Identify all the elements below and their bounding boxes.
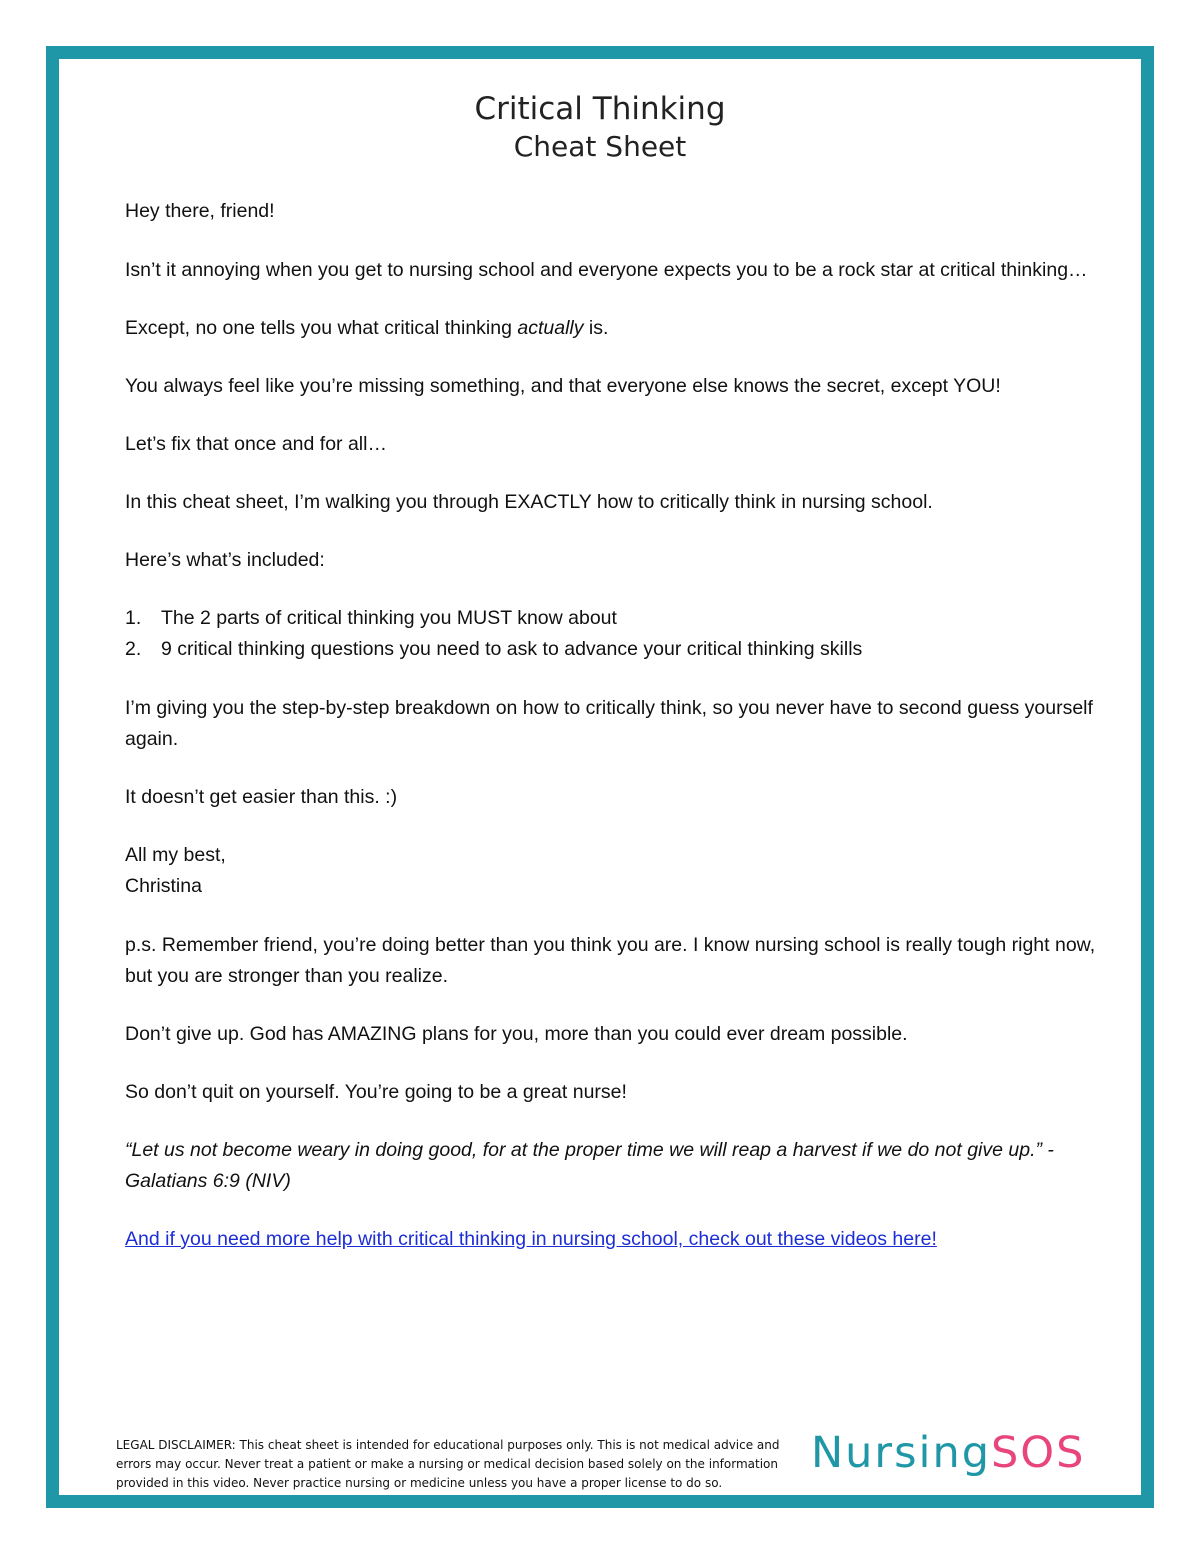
paragraph-7: I’m giving you the step-by-step breakdown on how to critically think, so you never have to second guess yourself again. [125, 697, 1093, 750]
paragraph-3: You always feel like you’re missing something, and that everyone else knows the secret, except YOU! [125, 375, 1001, 397]
paragraph-8: It doesn’t get easier than this. :) [125, 786, 398, 808]
list-text: 9 critical thinking questions you need to ask to advance your critical thinking skills [161, 638, 863, 660]
videos-link[interactable]: And if you need more help with critical thinking in nursing school, check out these videos here! [125, 1228, 937, 1250]
ps-paragraph-3: So don’t quit on yourself. You’re going to be a great nurse! [125, 1081, 627, 1103]
list-text: The 2 parts of critical thinking you MUST know about [161, 607, 617, 629]
paragraph-2-end: is. [583, 317, 609, 339]
bible-quote: “Let us not become weary in doing good, for at the proper time we will reap a harvest if we do not give up.” - Galatians 6:9 (NIV) [125, 1139, 1054, 1192]
logo-text-nursing: Nursing [811, 1428, 991, 1478]
paragraph-2-start: Except, no one tells you what critical thinking [125, 317, 518, 339]
logo-text-sos: SOS [991, 1428, 1086, 1478]
paragraph-1: Isn’t it annoying when you get to nursing school and everyone expects you to be a rock star at critical thinking… [125, 259, 1088, 281]
nursingsos-logo [811, 1428, 1085, 1478]
paragraph-2-emphasis: actually [517, 317, 584, 339]
paragraph-6: Here’s what’s included: [125, 549, 325, 571]
page-subtitle: Cheat Sheet [513, 130, 687, 163]
list-item [125, 603, 1115, 634]
paragraph-5: In this cheat sheet, I’m walking you through EXACTLY how to critically think in nursing school. [125, 491, 933, 513]
signoff: All my best, [125, 844, 226, 866]
list-number: 2. [125, 638, 142, 660]
link-paragraph [125, 1224, 1115, 1255]
legal-disclaimer: LEGAL DISCLAIMER: This cheat sheet is intended for educational purposes only. This is not medical advice and errors may occur. Never treat a patient or make a nursing or medical decision based solely on the information provided in this video. Never practice nursing or medicine unless you have a proper license to do so. [116, 1438, 780, 1490]
greeting: Hey there, friend! [125, 200, 275, 222]
included-list [125, 603, 1115, 665]
list-item [125, 634, 1115, 665]
ps-paragraph-1: p.s. Remember friend, you’re doing better than you think you are. I know nursing school is really tough right now, but you are stronger than you realize. [125, 934, 1096, 987]
letter-body [125, 196, 1115, 1255]
paragraph-2 [125, 313, 1115, 344]
paragraph-4: Let’s fix that once and for all… [125, 433, 387, 455]
page-title: Critical Thinking [474, 91, 726, 127]
ps-paragraph-2: Don’t give up. God has AMAZING plans for you, more than you could ever dream possible. [125, 1023, 908, 1045]
page-frame [46, 46, 1154, 1508]
list-number: 1. [125, 607, 142, 629]
signature: Christina [125, 875, 202, 897]
